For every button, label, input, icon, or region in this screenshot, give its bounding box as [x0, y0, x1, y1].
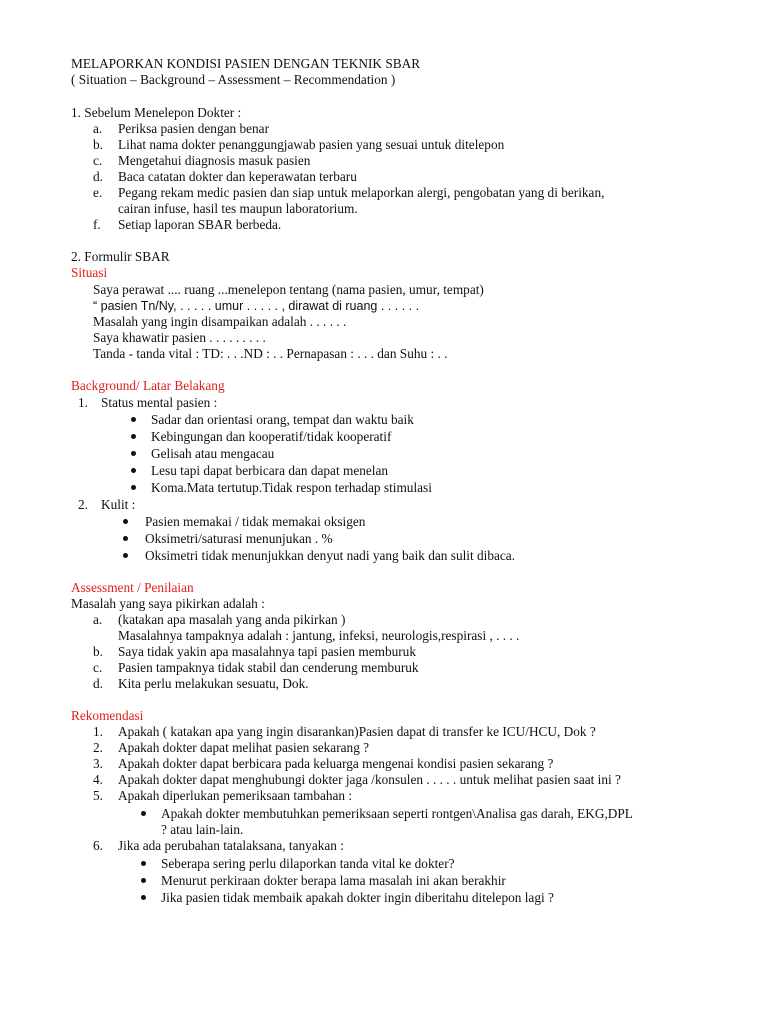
list-item: Apakah diperlukan pemeriksaan tambahan :	[118, 788, 353, 803]
list-item: Periksa pasien dengan benar	[118, 121, 270, 136]
bullet-item: Menurut perkiraan dokter berapa lama masalah ini akan berakhir	[161, 873, 506, 888]
list-marker: 3.	[93, 756, 103, 771]
list-marker: b.	[93, 137, 103, 152]
bullet-item: Apakah dokter membutuhkan pemeriksaan seperti rontgen\Analisa gas darah, EKG,DPL	[161, 806, 633, 821]
background-heading: Background/ Latar Belakang	[71, 378, 225, 393]
list-item: Kita perlu melakukan sesuatu, Dok.	[118, 676, 309, 691]
bullet-item: Koma.Mata tertutup.Tidak respon terhadap stimulasi	[151, 480, 432, 495]
rekomendasi-heading: Rekomendasi	[71, 708, 144, 723]
list-marker: 5.	[93, 788, 103, 803]
situasi-line: Saya khawatir pasien . . . . . . . . .	[93, 330, 266, 345]
document-subtitle: ( Situation – Background – Assessment – Recommendation )	[71, 72, 396, 87]
list-item: Lihat nama dokter penanggungjawab pasien yang sesuai untuk ditelepon	[118, 137, 505, 152]
list-marker: 1.	[78, 395, 88, 410]
bullet-item: Oksimetri tidak menunjukkan denyut nadi yang baik dan sulit dibaca.	[145, 548, 516, 563]
list-item: Apakah ( katakan apa yang ingin disarankan)Pasien dapat di transfer ke ICU/HCU, Dok ?	[118, 724, 596, 739]
bullet-icon	[141, 878, 146, 883]
bullet-icon	[141, 895, 146, 900]
list-marker: 4.	[93, 772, 103, 787]
list-marker: c.	[93, 660, 103, 675]
list-item: Setiap laporan SBAR berbeda.	[118, 217, 282, 232]
list-item: Apakah dokter dapat berbicara pada keluarga mengenai kondisi pasien sekarang ?	[118, 756, 554, 771]
list-item: Baca catatan dokter dan keperawatan terbaru	[118, 169, 357, 184]
background-group-label: Status mental pasien :	[101, 395, 218, 410]
bullet-item: Seberapa sering perlu dilaporkan tanda vital ke dokter?	[161, 856, 455, 871]
list-item-continuation: cairan infuse, hasil tes maupun laboratorium.	[118, 201, 358, 216]
assessment-intro: Masalah yang saya pikirkan adalah :	[71, 596, 265, 611]
situasi-heading: Situasi	[71, 265, 108, 280]
list-item: Jika ada perubahan tatalaksana, tanyakan :	[118, 838, 344, 853]
bullet-icon	[123, 536, 128, 541]
section-1-heading: 1. Sebelum Menelepon Dokter :	[71, 105, 242, 120]
background-group-label: Kulit :	[101, 497, 136, 512]
list-marker: 6.	[93, 838, 103, 853]
bullet-icon	[141, 811, 146, 816]
list-item: Mengetahui diagnosis masuk pasien	[118, 153, 311, 168]
list-marker: f.	[93, 217, 101, 232]
list-item: Pegang rekam medic pasien dan siap untuk melaporkan alergi, pengobatan yang di berikan,	[118, 185, 605, 200]
situasi-line: Tanda - tanda vital : TD: . . .ND : . . Pernapasan : . . . dan Suhu : . .	[93, 346, 448, 361]
list-item: (katakan apa masalah yang anda pikirkan )	[118, 612, 346, 627]
bullet-icon	[123, 519, 128, 524]
bullet-item: Lesu tapi dapat berbicara dan dapat menelan	[151, 463, 389, 478]
list-marker: e.	[93, 185, 103, 200]
bullet-icon	[141, 861, 146, 866]
bullet-icon	[131, 485, 136, 490]
list-marker: a.	[93, 612, 103, 627]
bullet-item: Oksimetri/saturasi menunjukan . %	[145, 531, 333, 546]
list-marker: 2.	[93, 740, 103, 755]
list-item: Apakah dokter dapat melihat pasien sekarang ?	[118, 740, 370, 755]
bullet-icon	[123, 553, 128, 558]
list-marker: d.	[93, 676, 103, 691]
situasi-line: Masalah yang ingin disampaikan adalah . . . . . .	[93, 314, 347, 329]
list-marker: b.	[93, 644, 103, 659]
list-item-continuation: Masalahnya tampaknya adalah : jantung, infeksi, neurologis,respirasi , . . . .	[118, 628, 520, 643]
bullet-icon	[131, 451, 136, 456]
list-item: Pasien tampaknya tidak stabil dan cenderung memburuk	[118, 660, 419, 675]
assessment-heading: Assessment / Penilaian	[71, 580, 194, 595]
list-marker: a.	[93, 121, 103, 136]
list-item: Saya tidak yakin apa masalahnya tapi pasien memburuk	[118, 644, 416, 659]
bullet-item: Jika pasien tidak membaik apakah dokter ingin diberitahu ditelepon lagi ?	[161, 890, 554, 905]
section-2-heading: 2. Formulir SBAR	[71, 249, 170, 264]
list-marker: 1.	[93, 724, 103, 739]
list-marker: c.	[93, 153, 103, 168]
bullet-icon	[131, 468, 136, 473]
bullet-item: Kebingungan dan kooperatif/tidak kooperatif	[151, 429, 392, 444]
list-item: Apakah dokter dapat menghubungi dokter jaga /konsulen . . . . . untuk melihat pasien saat ini ?	[118, 772, 621, 787]
document-title: MELAPORKAN KONDISI PASIEN DENGAN TEKNIK SBAR	[71, 56, 421, 71]
list-marker: 2.	[78, 497, 88, 512]
bullet-item: Pasien memakai / tidak memakai oksigen	[145, 514, 366, 529]
bullet-item: Sadar dan orientasi orang, tempat dan waktu baik	[151, 412, 414, 427]
situasi-line: “ pasien Tn/Ny, . . . . . umur . . . . . , dirawat di ruang . . . . . .	[93, 299, 420, 313]
bullet-icon	[131, 434, 136, 439]
bullet-icon	[131, 417, 136, 422]
bullet-item-continuation: ? atau lain-lain.	[161, 822, 244, 837]
bullet-item: Gelisah atau mengacau	[151, 446, 275, 461]
situasi-line: Saya perawat .... ruang ...menelepon tentang (nama pasien, umur, tempat)	[93, 282, 484, 297]
list-marker: d.	[93, 169, 103, 184]
